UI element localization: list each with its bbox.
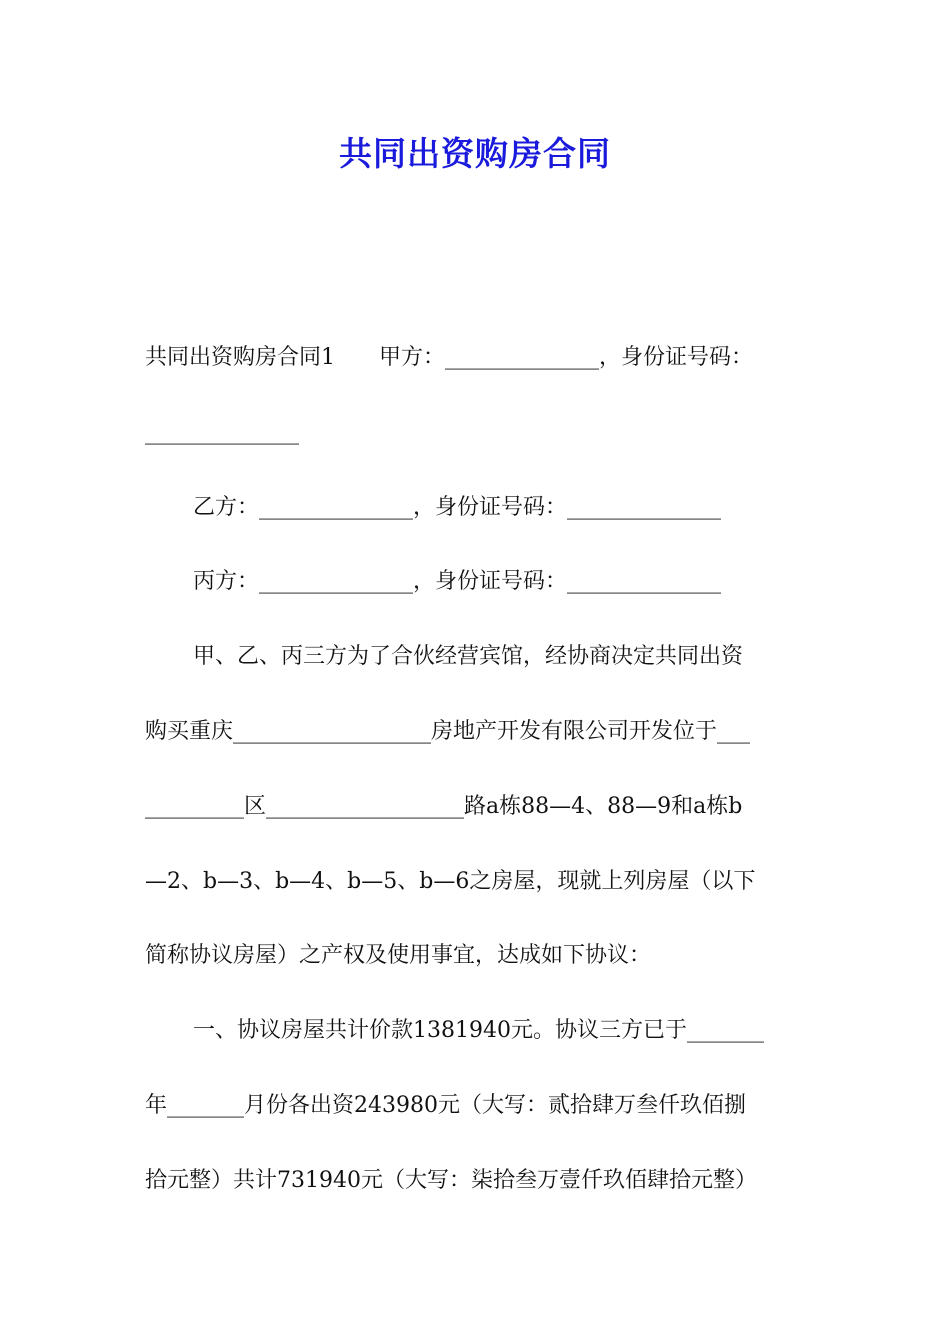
document-title: 共同出资购房合同 (339, 134, 611, 173)
contract-paragraph-line: 购买重庆__________________房地产开发有限公司开发位于___ (145, 718, 751, 744)
contract-paragraph-line: 简称协议房屋）之产权及使用事宜，达成如下协议： (145, 943, 652, 969)
contract-paragraph-line: 甲、乙、丙三方为了合伙经营宾馆，经协商决定共同出资 (193, 644, 744, 670)
contract-line-party-c: 丙方：______________，身份证号码：______________ (193, 569, 722, 595)
contract-clause-line: 年_______月份各出资243980元（大写：贰拾肆万叁仟玖佰捌 (145, 1092, 746, 1118)
document-body (145, 333, 810, 1231)
contract-paragraph-line: _________区__________________路a栋88—4、88—9和a栋b (145, 793, 743, 819)
contract-line-party-b: 乙方：______________，身份证号码：______________ (193, 494, 722, 520)
contract-line-party-a: 共同出资购房合同1 甲方：______________，身份证号码： (145, 345, 753, 370)
contract-paragraph-line: —2、b—3、b—4、b—5、b—6之房屋，现就上列房屋（以下 (145, 868, 756, 894)
contract-clause-line: 一、协议房屋共计价款1381940元。协议三方已于_______ (193, 1018, 764, 1044)
contract-line-party-a-id: ______________ (145, 419, 299, 445)
contract-clause-line: 拾元整）共计731940元（大写：柒拾叁万壹仟玖佰肆拾元整） (145, 1167, 757, 1193)
